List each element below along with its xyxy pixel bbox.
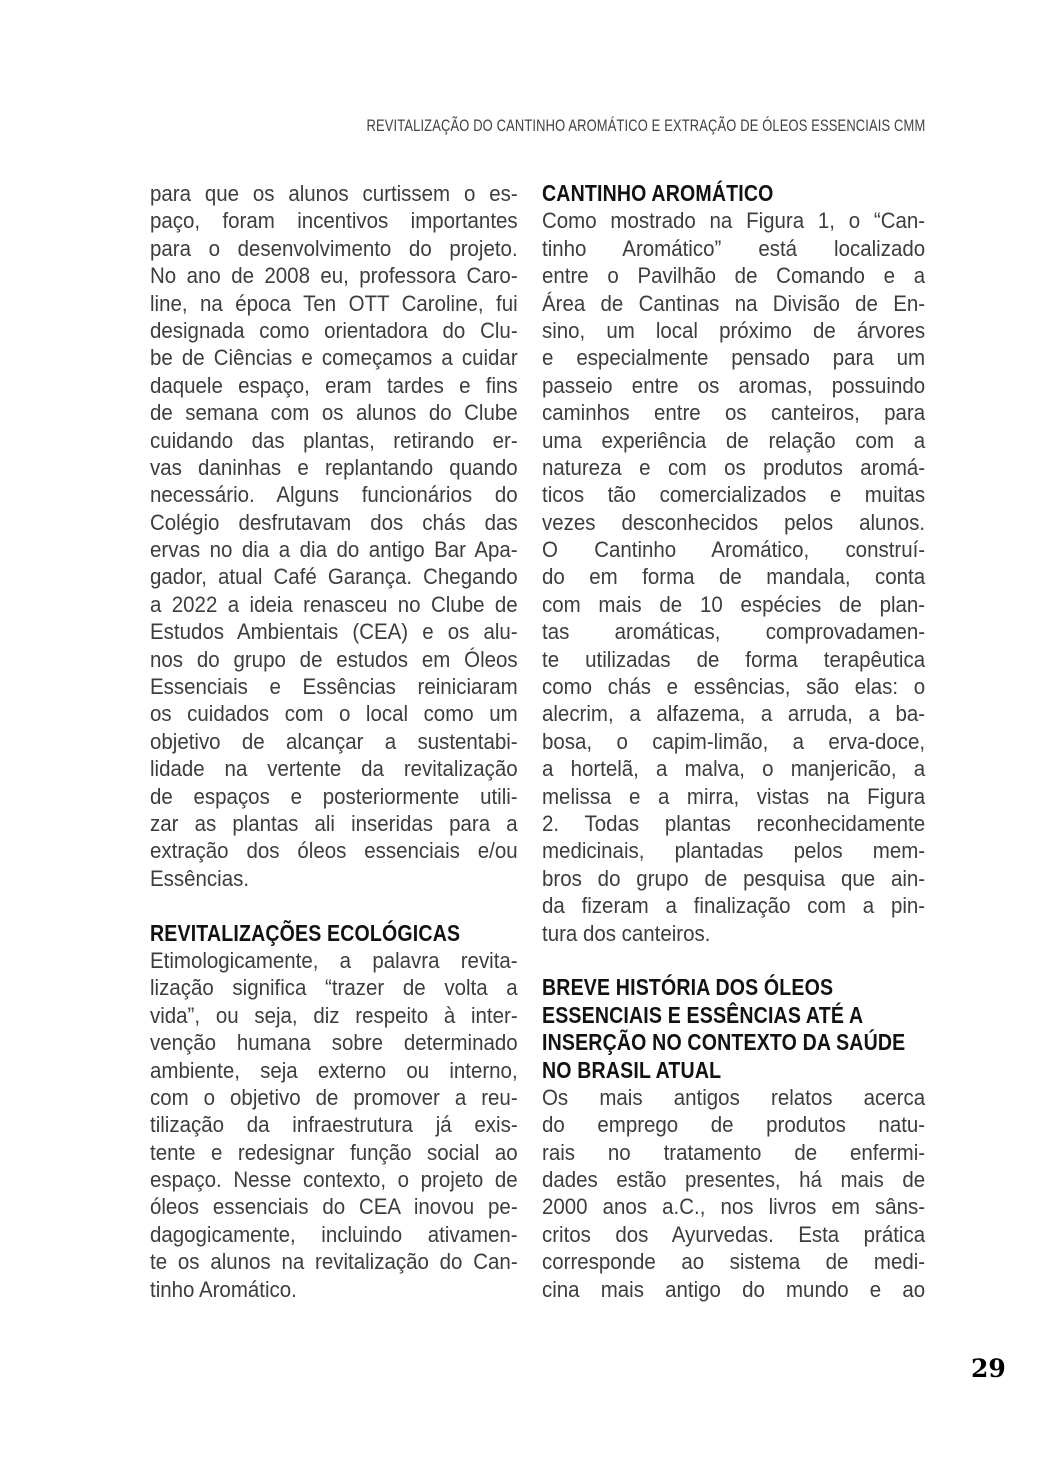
text-line: objetivo de alcançar a sustentabi- [150, 728, 518, 754]
text-line: Colégio desfrutavam dos chás das [150, 509, 518, 535]
text-line: rais no tratamento de enfermi- [542, 1139, 926, 1165]
running-header: REVITALIZAÇÃO DO CANTINHO AROMÁTICO E EXTRAÇÃO DE ÓLEOS ESSENCIAIS CMM [366, 116, 925, 135]
text-line: a hortelã, a malva, o manjericão, a [542, 756, 926, 782]
paragraph [150, 947, 518, 1303]
text-line: O Cantinho Aromático, construí- [542, 537, 926, 563]
text-line: vas daninhas e replantando quando [150, 454, 518, 480]
text-line: vida”, ou seja, diz respeito à inter- [150, 1002, 518, 1028]
text-line: da fizeram a finalização com a pin- [542, 893, 926, 919]
text-line: tura dos canteiros. [542, 920, 711, 946]
text-line: ambiente, seja externo ou interno, [150, 1057, 518, 1083]
text-line: os cuidados com o local como um [150, 701, 518, 727]
text-line: medicinais, plantadas pelos mem- [542, 838, 926, 864]
text-line: ticos tão comercializados e muitas [542, 482, 926, 508]
text-line: 2000 anos a.C., nos livros em sâns- [542, 1194, 926, 1220]
text-line: de espaços e posteriormente utili- [150, 783, 518, 809]
text-line: line, na época Ten OTT Caroline, fui [150, 290, 518, 316]
text-line: tinho Aromático. [150, 1276, 297, 1302]
paragraph-spacer [542, 947, 925, 974]
text-line: uma experiência de relação com a [542, 427, 926, 453]
text-line: nos do grupo de estudos em Óleos [150, 646, 518, 672]
text-line: designada como orientadora do Clu- [150, 317, 518, 343]
text-line: Os mais antigos relatos acerca [542, 1084, 926, 1110]
text-line: tas aromáticas, comprovadamen- [542, 619, 926, 645]
text-line: Estudos Ambientais (CEA) e os alu- [150, 619, 518, 645]
text-line: ervas no dia a dia do antigo Bar Apa- [150, 537, 518, 563]
text-line: lidade na vertente da revitalização [150, 756, 518, 782]
text-line: Área de Cantinas na Divisão de En- [542, 290, 926, 316]
text-line: te utilizadas de forma terapêutica [542, 646, 926, 672]
heading-line: REVITALIZAÇÕES ECOLÓGICAS [150, 919, 461, 946]
text-line: sino, um local próximo de árvores [542, 317, 926, 343]
text-line: extração dos óleos essenciais e/ou [150, 838, 518, 864]
text-line: gador, atual Café Garança. Chegando [150, 564, 518, 590]
text-line: de semana com os alunos do Clube [150, 400, 518, 426]
text-line: zar as plantas ali inseridas para a [150, 810, 518, 836]
heading-line: INSERÇÃO NO CONTEXTO DA SAÚDE [542, 1029, 906, 1056]
left-column [150, 180, 518, 1303]
text-line: alecrim, a alfazema, a arruda, a ba- [542, 701, 926, 727]
text-line: bosa, o capim-limão, a erva-doce, [542, 728, 926, 754]
right-column [542, 180, 925, 1303]
section-heading [542, 974, 925, 1084]
text-line: com mais de 10 espécies de plan- [542, 591, 926, 617]
text-line: como chás e essências, são elas: o [542, 674, 926, 700]
text-line: dades estão presentes, há mais de [542, 1167, 926, 1193]
text-line: natureza e com os produtos aromá- [542, 454, 926, 480]
text-line: dagogicamente, incluindo ativamen- [150, 1221, 518, 1247]
text-line: cina mais antigo do mundo e ao [542, 1276, 926, 1302]
text-line: e especialmente pensado para um [542, 345, 926, 371]
text-line: Como mostrado na Figura 1, o “Can- [542, 208, 926, 234]
text-line: a 2022 a ideia renasceu no Clube de [150, 591, 518, 617]
text-line: caminhos entre os canteiros, para [542, 400, 926, 426]
text-line: lização significa “trazer de volta a [150, 975, 518, 1001]
text-line: paço, foram incentivos importantes [150, 208, 518, 234]
text-line: com o objetivo de promover a reu- [150, 1084, 518, 1110]
paragraph [542, 1084, 925, 1303]
text-line: para o desenvolvimento do projeto. [150, 235, 518, 261]
text-line: passeio entre os aromas, possuindo [542, 372, 926, 398]
text-line: be de Ciências e começamos a cuidar [150, 345, 518, 371]
heading-line: ESSENCIAIS E ESSÊNCIAS ATÉ A [542, 1001, 864, 1028]
section-heading [150, 920, 518, 947]
text-line: óleos essenciais do CEA inovou pe- [150, 1194, 518, 1220]
paragraph-spacer [150, 892, 518, 919]
text-line: para que os alunos curtissem o es- [150, 181, 518, 206]
page-number: 29 [971, 1354, 1006, 1383]
text-line: tilização da infraestrutura já exis- [150, 1112, 518, 1138]
text-line: Essenciais e Essências reiniciaram [150, 674, 518, 700]
heading-line: CANTINHO AROMÁTICO [542, 180, 774, 206]
text-line: cuidando das plantas, retirando er- [150, 427, 518, 453]
text-line: melissa e a mirra, vistas na Figura [542, 783, 926, 809]
heading-line: BREVE HISTÓRIA DOS ÓLEOS [542, 974, 834, 1001]
paragraph [542, 207, 925, 947]
text-line: tente e redesignar função social ao [150, 1139, 518, 1165]
heading-line: NO BRASIL ATUAL [542, 1056, 722, 1083]
text-line: venção humana sobre determinado [150, 1030, 518, 1056]
text-line: critos dos Ayurvedas. Esta prática [542, 1221, 926, 1247]
text-line: Etimologicamente, a palavra revita- [150, 947, 518, 973]
text-line: espaço. Nesse contexto, o projeto de [150, 1167, 518, 1193]
text-line: bros do grupo de pesquisa que ain- [542, 865, 926, 891]
text-line: Essências. [150, 865, 250, 891]
text-line: No ano de 2008 eu, professora Caro- [150, 263, 518, 289]
text-line: entre o Pavilhão de Comando e a [542, 263, 926, 289]
text-line: necessário. Alguns funcionários do [150, 482, 518, 508]
text-line: corresponde ao sistema de medi- [542, 1249, 926, 1275]
text-line: do emprego de produtos natu- [542, 1112, 926, 1138]
text-line: daquele espaço, eram tardes e fins [150, 372, 518, 398]
text-line: do em forma de mandala, conta [542, 564, 926, 590]
section-heading [542, 180, 925, 207]
text-line: te os alunos na revitalização do Can- [150, 1249, 518, 1275]
text-line: tinho Aromático” está localizado [542, 235, 926, 261]
text-line: 2. Todas plantas reconhecidamente [542, 810, 926, 836]
text-line: vezes desconhecidos pelos alunos. [542, 509, 926, 535]
paragraph [150, 180, 518, 892]
